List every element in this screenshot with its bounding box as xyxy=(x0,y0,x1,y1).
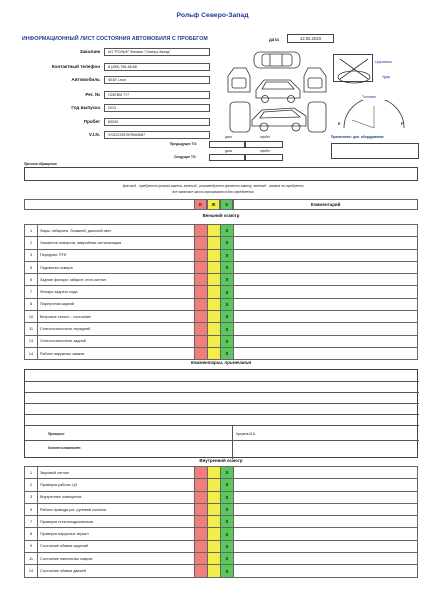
cell-red[interactable] xyxy=(195,249,208,261)
row-number: 5 xyxy=(25,261,38,273)
cell-comment[interactable] xyxy=(234,335,418,347)
legend-line-1: Красный - требуется срочная замена, желтый - рекомендуется провести замену, зеленый - замена не требуется xyxy=(122,184,304,188)
cell-comment[interactable] xyxy=(234,298,418,310)
row-number: 2 xyxy=(25,479,38,491)
row-item: Стеклоочиститель задний xyxy=(38,335,195,347)
row-item: Состояние напольных ковров xyxy=(38,553,195,565)
table-row xyxy=(25,347,418,359)
cell-green[interactable]: X xyxy=(221,565,234,577)
table-row xyxy=(25,335,418,347)
company-title: Рольф Северо-Запад xyxy=(176,12,249,19)
row-number: 9 xyxy=(25,540,38,552)
cell-yellow[interactable] xyxy=(208,237,221,249)
field-label: Заказчик xyxy=(79,49,100,54)
row-item: Звуковой сигнал xyxy=(38,467,195,479)
cell-comment[interactable] xyxy=(234,261,418,273)
table-row xyxy=(25,286,418,298)
table-row xyxy=(25,528,418,540)
table-row xyxy=(25,298,418,310)
cell-green[interactable]: X xyxy=(221,237,234,249)
cell-red[interactable] xyxy=(195,553,208,565)
header-blank xyxy=(24,199,194,210)
cell-green[interactable]: X xyxy=(221,479,234,491)
external-checklist xyxy=(24,224,418,360)
row-number: 13 xyxy=(25,335,38,347)
reason-label: Причина обращения xyxy=(24,162,57,166)
cell-green[interactable]: X xyxy=(221,225,234,237)
row-item: Задние фонари: габарит, стоп-сигнал xyxy=(38,274,195,286)
cell-comment[interactable] xyxy=(234,274,418,286)
cell-comment[interactable] xyxy=(234,491,418,503)
cell-comment[interactable] xyxy=(234,323,418,335)
cell-green[interactable]: X xyxy=(221,311,234,323)
table-row xyxy=(25,237,418,249)
note-field[interactable] xyxy=(331,143,419,159)
dent-swatch[interactable] xyxy=(336,70,372,84)
checked-name: Кулумов М.А. xyxy=(236,432,256,436)
row-item: Передние ПТФ xyxy=(38,249,195,261)
cell-green[interactable]: X xyxy=(221,286,234,298)
dent-label: Удар xyxy=(382,75,391,79)
row-number: 1 xyxy=(25,225,38,237)
table-row xyxy=(25,274,418,286)
field-value[interactable]: 65039 xyxy=(104,118,210,126)
car-diagram-icon[interactable] xyxy=(224,46,330,142)
row-item: Состояние обивки дверей xyxy=(38,565,195,577)
cell-yellow[interactable] xyxy=(208,249,221,261)
cell-green[interactable]: X xyxy=(221,553,234,565)
row-item: Подсветка номера xyxy=(38,261,195,273)
cell-red[interactable] xyxy=(195,298,208,310)
row-number: 8 xyxy=(25,298,38,310)
row-item: Проверка работы ЦЗ xyxy=(38,479,195,491)
cell-comment[interactable] xyxy=(234,479,418,491)
prev-to-mileage[interactable] xyxy=(245,141,283,148)
table-row xyxy=(25,516,418,528)
cell-red[interactable] xyxy=(195,491,208,503)
internal-checklist xyxy=(24,466,418,578)
field-label: Автомобиль xyxy=(71,77,100,82)
cell-red[interactable] xyxy=(195,237,208,249)
header-yellow: Ж xyxy=(207,199,220,210)
cell-yellow[interactable] xyxy=(208,491,221,503)
table-row xyxy=(25,503,418,515)
cell-yellow[interactable] xyxy=(208,335,221,347)
field-label: Пробег xyxy=(83,119,100,124)
cell-yellow[interactable] xyxy=(208,311,221,323)
row-item: Ветровое стекло - состояние xyxy=(38,311,195,323)
cell-comment[interactable] xyxy=(234,467,418,479)
cell-green[interactable]: X xyxy=(221,261,234,273)
next-to-date[interactable] xyxy=(209,154,245,161)
legend-line-2: все запасные части принимаются для определения xyxy=(172,190,254,194)
table-row xyxy=(25,479,418,491)
cell-red[interactable] xyxy=(195,516,208,528)
table-row xyxy=(25,467,418,479)
field-value[interactable]: SEAT Leon xyxy=(104,76,210,84)
to-mileage-header: пробег xyxy=(260,135,270,139)
cell-comment[interactable] xyxy=(234,540,418,552)
cell-yellow[interactable] xyxy=(208,225,221,237)
section-external: Внешний осмотр xyxy=(202,213,240,218)
cell-red[interactable] xyxy=(195,323,208,335)
cell-comment[interactable] xyxy=(234,311,418,323)
cell-yellow[interactable] xyxy=(208,274,221,286)
cell-red[interactable] xyxy=(195,479,208,491)
cell-yellow[interactable] xyxy=(208,565,221,577)
cell-comment[interactable] xyxy=(234,225,418,237)
field-label: Год выпуска xyxy=(71,105,100,110)
cell-yellow[interactable] xyxy=(208,467,221,479)
cell-green[interactable]: X xyxy=(221,516,234,528)
row-number: 8 xyxy=(25,528,38,540)
cell-red[interactable] xyxy=(195,335,208,347)
table-row xyxy=(25,553,418,565)
circle-icon xyxy=(336,70,372,84)
cell-comment[interactable] xyxy=(234,553,418,565)
cell-comment[interactable] xyxy=(234,286,418,298)
row-item: Внутреннее освещение xyxy=(38,491,195,503)
row-item: Проверка стеклоподъемников xyxy=(38,516,195,528)
cell-green[interactable]: X xyxy=(221,528,234,540)
cell-green[interactable]: X xyxy=(221,503,234,515)
cell-yellow[interactable] xyxy=(208,516,221,528)
cell-green[interactable]: X xyxy=(221,274,234,286)
row-number: 2 xyxy=(25,237,38,249)
to-mileage-header-2: пробег xyxy=(260,149,270,153)
row-item: Работа наружных замков xyxy=(38,347,195,359)
row-number: 7 xyxy=(25,286,38,298)
table-row xyxy=(25,311,418,323)
row-item: Проверка наружных зеркал xyxy=(38,528,195,540)
date-field[interactable]: 12.02.2023 xyxy=(287,34,334,43)
cell-red[interactable] xyxy=(195,286,208,298)
cell-red[interactable] xyxy=(195,540,208,552)
field-value[interactable]: 2013 xyxy=(104,104,210,112)
cell-yellow[interactable] xyxy=(208,528,221,540)
table-row xyxy=(25,261,418,273)
cell-green[interactable]: X xyxy=(221,347,234,359)
section-internal: Внутренний осмотр xyxy=(199,458,243,463)
header-comment: Комментарий xyxy=(233,199,418,210)
field-value[interactable]: АО "РОЛЬФ" Филиал "Северо-Запад" xyxy=(104,48,210,56)
comments-box[interactable] xyxy=(24,369,418,458)
cell-green[interactable]: X xyxy=(221,249,234,261)
client-label: Клиент ознакомлен: xyxy=(48,446,82,450)
row-number: 1 xyxy=(25,467,38,479)
row-number: 14 xyxy=(25,347,38,359)
row-item: Работа привода рег. рулевой колонки xyxy=(38,503,195,515)
fuel-full-label: F xyxy=(401,122,404,126)
prev-to-label: Предыдущее ТО: xyxy=(170,142,198,146)
cell-yellow[interactable] xyxy=(208,286,221,298)
cell-yellow[interactable] xyxy=(208,503,221,515)
field-label: Рег. № xyxy=(85,92,100,97)
cell-green[interactable]: X xyxy=(221,323,234,335)
cell-red[interactable] xyxy=(195,347,208,359)
reason-field[interactable] xyxy=(24,167,418,181)
row-item: Стеклоочиститель передний xyxy=(38,323,195,335)
note-label: Примечание / доп. оборудование xyxy=(331,135,384,139)
row-number: 5 xyxy=(25,503,38,515)
to-date-header: дата xyxy=(225,135,232,139)
cell-comment[interactable] xyxy=(234,516,418,528)
row-number: 7 xyxy=(25,516,38,528)
cell-red[interactable] xyxy=(195,261,208,273)
cell-yellow[interactable] xyxy=(208,479,221,491)
row-number: 6 xyxy=(25,274,38,286)
next-to-label: Следущее ТО: xyxy=(174,155,197,159)
cell-red[interactable] xyxy=(195,528,208,540)
header-green: З xyxy=(220,199,233,210)
to-date-header-2: дата xyxy=(225,149,232,153)
table-row xyxy=(25,225,418,237)
cell-yellow[interactable] xyxy=(208,347,221,359)
cell-green[interactable]: X xyxy=(221,298,234,310)
prev-to-date[interactable] xyxy=(209,141,245,148)
next-to-mileage[interactable] xyxy=(245,154,283,161)
row-number: 3 xyxy=(25,491,38,503)
field-value[interactable]: VSSZZZ5FZER069687 xyxy=(104,131,210,139)
field-label: V.I.N. xyxy=(88,132,100,137)
table-row xyxy=(25,540,418,552)
cell-green[interactable]: X xyxy=(221,467,234,479)
cell-green[interactable]: X xyxy=(221,491,234,503)
header-red: К xyxy=(194,199,207,210)
row-number: 3 xyxy=(25,249,38,261)
document-title: ИНФОРМАЦИОННЫЙ ЛИСТ СОСТОЯНИЯ АВТОМОБИЛЯ С ПРОБЕГОМ xyxy=(22,36,208,42)
field-label: Контактный телефон xyxy=(51,64,100,69)
row-number: 14 xyxy=(25,565,38,577)
date-label: дата xyxy=(269,37,279,42)
cell-yellow[interactable] xyxy=(208,540,221,552)
row-number: 11 xyxy=(25,553,38,565)
cell-green[interactable]: X xyxy=(221,540,234,552)
row-item: Фонари заднего хода xyxy=(38,286,195,298)
table-row xyxy=(25,323,418,335)
fuel-label: Топливо xyxy=(362,95,376,99)
cell-red[interactable] xyxy=(195,311,208,323)
fuel-gauge-icon[interactable] xyxy=(338,100,410,130)
cell-red[interactable] xyxy=(195,225,208,237)
checked-label: Проверил: xyxy=(48,432,65,436)
cell-yellow[interactable] xyxy=(208,553,221,565)
row-item: Указатели поворота, аварийная сигнализация xyxy=(38,237,195,249)
fuel-empty-label: E xyxy=(338,122,341,126)
row-item: Фары: габариты, ближний, дальний свет xyxy=(38,225,195,237)
cell-comment[interactable] xyxy=(234,503,418,515)
table-row xyxy=(25,491,418,503)
cell-red[interactable] xyxy=(195,503,208,515)
cell-comment[interactable] xyxy=(234,347,418,359)
row-item: Парктроник задний xyxy=(38,298,195,310)
field-value[interactable]: О287ВМ 777 xyxy=(104,91,210,99)
cell-yellow[interactable] xyxy=(208,323,221,335)
cell-comment[interactable] xyxy=(234,528,418,540)
row-number: 10 xyxy=(25,311,38,323)
cell-yellow[interactable] xyxy=(208,298,221,310)
section-comments: Комментарии, примечания xyxy=(190,360,252,365)
cell-comment[interactable] xyxy=(234,249,418,261)
cell-comment[interactable] xyxy=(234,565,418,577)
scratch-label: Царапина xyxy=(375,60,392,64)
table-row xyxy=(25,249,418,261)
field-value[interactable]: 8 (495) 786-68-88 xyxy=(104,63,210,71)
cell-yellow[interactable] xyxy=(208,261,221,273)
cell-comment[interactable] xyxy=(234,237,418,249)
cell-red[interactable] xyxy=(195,274,208,286)
cell-green[interactable]: X xyxy=(221,335,234,347)
table-row xyxy=(25,565,418,577)
cell-red[interactable] xyxy=(195,467,208,479)
row-number: 11 xyxy=(25,323,38,335)
cell-red[interactable] xyxy=(195,565,208,577)
row-item: Состояние обивки сидений xyxy=(38,540,195,552)
